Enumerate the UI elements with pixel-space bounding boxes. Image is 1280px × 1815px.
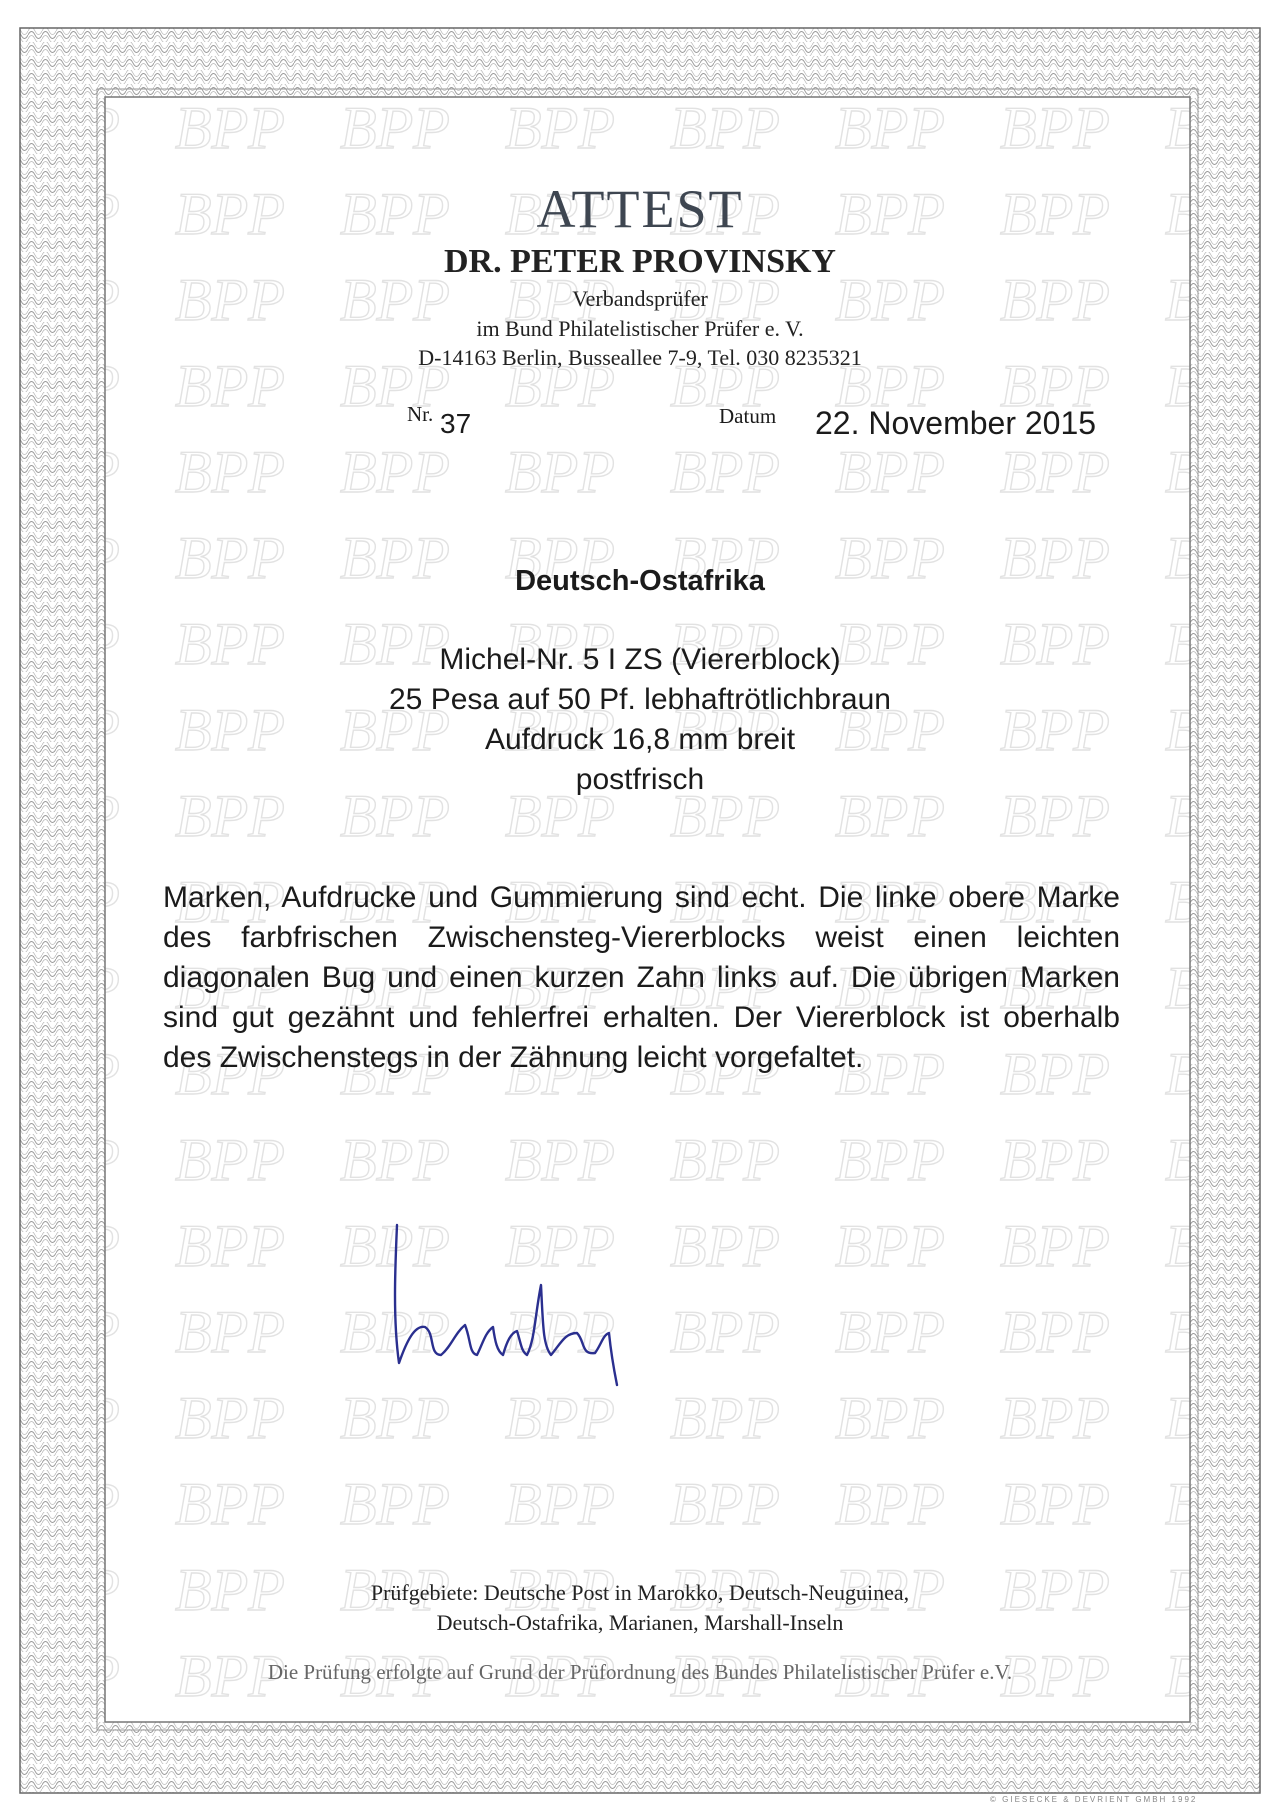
subject-line-catalog: Michel-Nr. 5 I ZS (Viererblock) [439, 643, 841, 676]
subject-title: Deutsch-Ostafrika [515, 565, 765, 597]
subject-line-overprint: Aufdruck 16,8 mm breit [484, 723, 796, 756]
certificate-title: ATTEST [536, 179, 744, 239]
subject-line-value: 25 Pesa auf 50 Pf. lebhaftrötlichbraun [388, 683, 891, 716]
subject-line-condition: postfrisch [575, 763, 705, 796]
examiner-name: DR. PETER PROVINSKY [444, 243, 836, 280]
exam-areas-line-2: Deutsch-Ostafrika, Marianen, Marshall-Inseln [436, 1610, 844, 1635]
examiner-role: Verbandsprüfer [572, 286, 708, 311]
examiner-association: im Bund Philatelistischer Prüfer e. V. [476, 316, 804, 341]
examiner-signature [385, 1215, 695, 1395]
findings-paragraph: Marken, Aufdrucke und Gummierung sind echt. Die linke obere Marke des farbfrischen Zwischensteg-Viererblocks weist einen leichten diagonalen Bug und einen kurzen Zahn links auf. Die übrigen Marken sind gut gezähnt und fehlerfrei erhalten. Der Viererblock ist oberhalb des Zwischenstegs in der Zähnung leicht vorgefaltet. [163, 881, 1120, 1074]
number-label: Nr. [407, 402, 434, 426]
exam-areas-line-1: Prüfgebiete: Deutsche Post in Marokko, Deutsch-Neuguinea, [370, 1580, 910, 1605]
certificate-number: 37 [440, 408, 472, 439]
certificate-date: 22. November 2015 [815, 405, 1097, 441]
legal-notice: Die Prüfung erfolgte auf Grund der Prüfordnung des Bundes Philatelistischer Prüfer e.V. [267, 1660, 1013, 1684]
printer-imprint: © GIESECKE & DEVRIENT GMBH 1992 [990, 1795, 1198, 1804]
date-label: Datum [719, 404, 777, 428]
examiner-address: D-14163 Berlin, Busseallee 7-9, Tel. 030 8235321 [418, 345, 862, 370]
